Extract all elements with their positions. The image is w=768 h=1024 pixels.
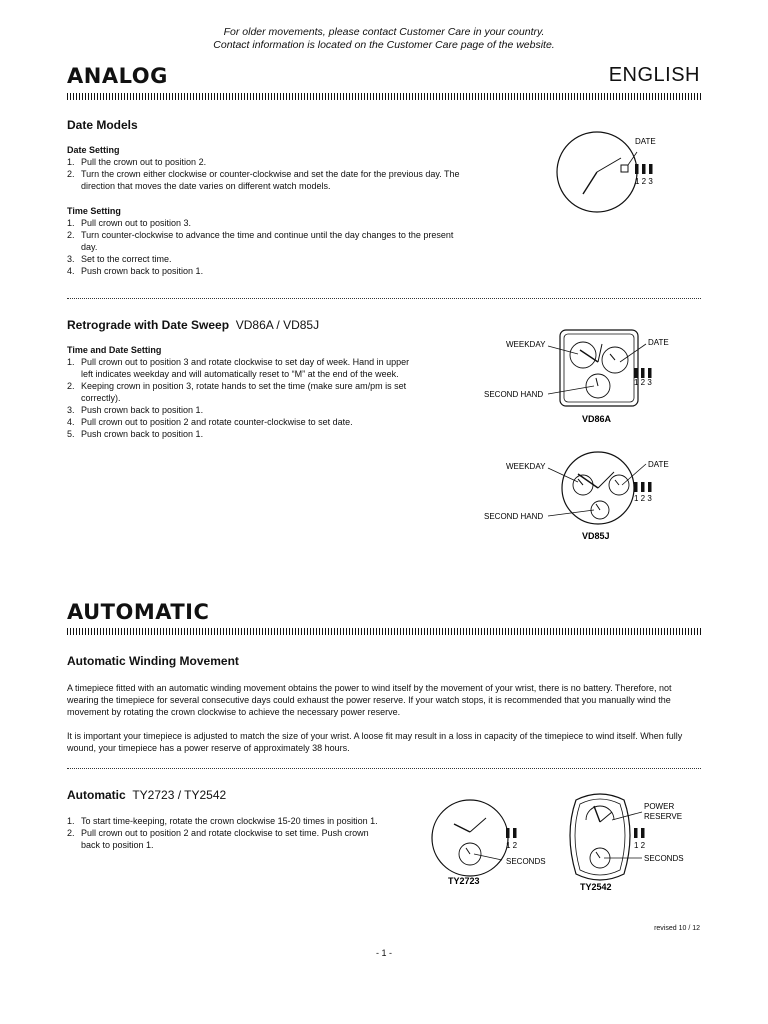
winding-heading: Automatic Winding Movement (67, 654, 239, 668)
power-reserve-label-line-1: POWER (644, 802, 675, 811)
vd86a-model-label: VD86A (582, 414, 612, 424)
list-item: 4. Push crown back to position 1. (67, 266, 204, 276)
second-hand-label: SECOND HAND (484, 390, 544, 399)
date-label: DATE (648, 460, 669, 469)
automatic-ruler (67, 628, 701, 635)
vd85j-watch-diagram (480, 452, 680, 547)
list-item: 5. Push crown back to position 1. (67, 429, 204, 439)
retrograde-models: VD86A / VD85J (235, 318, 320, 332)
customer-care-notice (0, 26, 768, 52)
winding-paragraph-2: It is important your timepiece is adjusted to match the size of your wrist. A loose fit may result in a loss in capacity of the timepiece to wind itself. When fully wound, your timepiece has a power reserve of approximately 38 hours. (67, 731, 683, 753)
time-setting-title: Time Setting (67, 206, 121, 216)
date-label: DATE (635, 137, 656, 146)
crown-position-icon (634, 482, 652, 492)
retrograde-title: Retrograde with Date Sweep (67, 318, 230, 332)
crown-positions-label: 1 2 (506, 841, 518, 850)
crown-position-icon (634, 828, 645, 838)
time-date-setting-title: Time and Date Setting (67, 345, 162, 355)
time-date-setting-steps (67, 356, 412, 440)
revision-note: revised 10 / 12 (654, 925, 700, 932)
crown-positions-label: 1 2 (634, 841, 646, 850)
automatic-models-heading (67, 788, 226, 802)
automatic-models-title: Automatic (67, 788, 126, 802)
list-item: 3. Set to the correct time. (67, 254, 172, 264)
list-item: 1. Pull the crown out to position 2. (67, 157, 207, 167)
notice-line-1: For older movements, please contact Customer Care in your country. (223, 26, 545, 38)
date-setting-steps (67, 156, 487, 192)
list-item: 2. Turn counter-clockwise to advance the time and continue until the day changes to the present day. (67, 230, 454, 252)
list-item: 1. Pull crown out to position 3 and rotate clockwise to set day of week. Hand in upper left indicates weekday and will automatically reset to “M” at the end of the week. (67, 357, 410, 379)
crown-positions-label: 1 2 3 (634, 494, 652, 503)
seconds-label: SECONDS (506, 857, 546, 866)
winding-paragraph-1: A timepiece fitted with an automatic winding movement obtains the power to wind itself by the movement of your wrist, there is no battery. Therefore, not wearing the timepiece for several consecutive days could exhaust the power reserve. If your watch stops, it is recommended that you manually wind the movement by rotating the crown clockwise to achieve the necessary power reserve. (67, 683, 672, 717)
page-number: - 1 - (375, 948, 392, 958)
date-models-heading: Date Models (67, 118, 138, 132)
crown-position-icon (634, 368, 652, 378)
automatic-steps (67, 815, 387, 851)
list-item: 2. Pull crown out to position 2 and rotate clockwise to set time. Push crown back to position 1. (67, 828, 369, 850)
date-setting-title: Date Setting (67, 145, 120, 155)
second-hand-label: SECOND HAND (484, 512, 544, 521)
vd86a-watch-diagram (480, 330, 680, 430)
section-divider (67, 768, 701, 769)
section-divider (67, 298, 701, 299)
ty2542-watch-diagram (560, 790, 700, 894)
automatic-title: AUTOMATIC (67, 600, 210, 624)
power-reserve-label-line-2: RESERVE (644, 812, 683, 821)
crown-position-icon (635, 164, 653, 174)
list-item: 4. Pull crown out to position 2 and rotate counter-clockwise to set date. (67, 417, 353, 427)
date-label: DATE (648, 338, 669, 347)
vd85j-model-label: VD85J (582, 531, 610, 541)
crown-positions-label: 1 2 3 (634, 378, 652, 387)
weekday-label: WEEKDAY (506, 340, 546, 349)
ty2723-watch-diagram (428, 798, 558, 890)
list-item: 1. To start time-keeping, rotate the crown clockwise 15-20 times in position 1. (67, 816, 378, 826)
time-setting-steps (67, 217, 467, 277)
language-label: ENGLISH (608, 64, 700, 86)
analog-title: ANALOG (67, 64, 168, 88)
analog-ruler (67, 93, 701, 100)
list-item: 2. Turn the crown either clockwise or counter-clockwise and set the date for the previous day. The direction that moves the date varies on different watch models. (67, 169, 460, 191)
seconds-label: SECONDS (644, 854, 684, 863)
notice-line-2: Contact information is located on the Customer Care page of the website. (213, 39, 555, 51)
list-item: 1. Pull crown out to position 3. (67, 218, 192, 228)
list-item: 3. Push crown back to position 1. (67, 405, 204, 415)
automatic-models-list: TY2723 / TY2542 (132, 788, 227, 802)
ty2723-model-label: TY2723 (448, 876, 480, 886)
retrograde-heading (67, 318, 319, 332)
list-item: 2. Keeping crown in position 3, rotate hands to set the time (make sure am/pm is set correctly). (67, 381, 407, 403)
date-model-watch-diagram (555, 130, 675, 220)
crown-position-icon (506, 828, 517, 838)
crown-positions-label: 1 2 3 (635, 177, 653, 186)
weekday-label: WEEKDAY (506, 462, 546, 471)
ty2542-model-label: TY2542 (580, 882, 612, 892)
